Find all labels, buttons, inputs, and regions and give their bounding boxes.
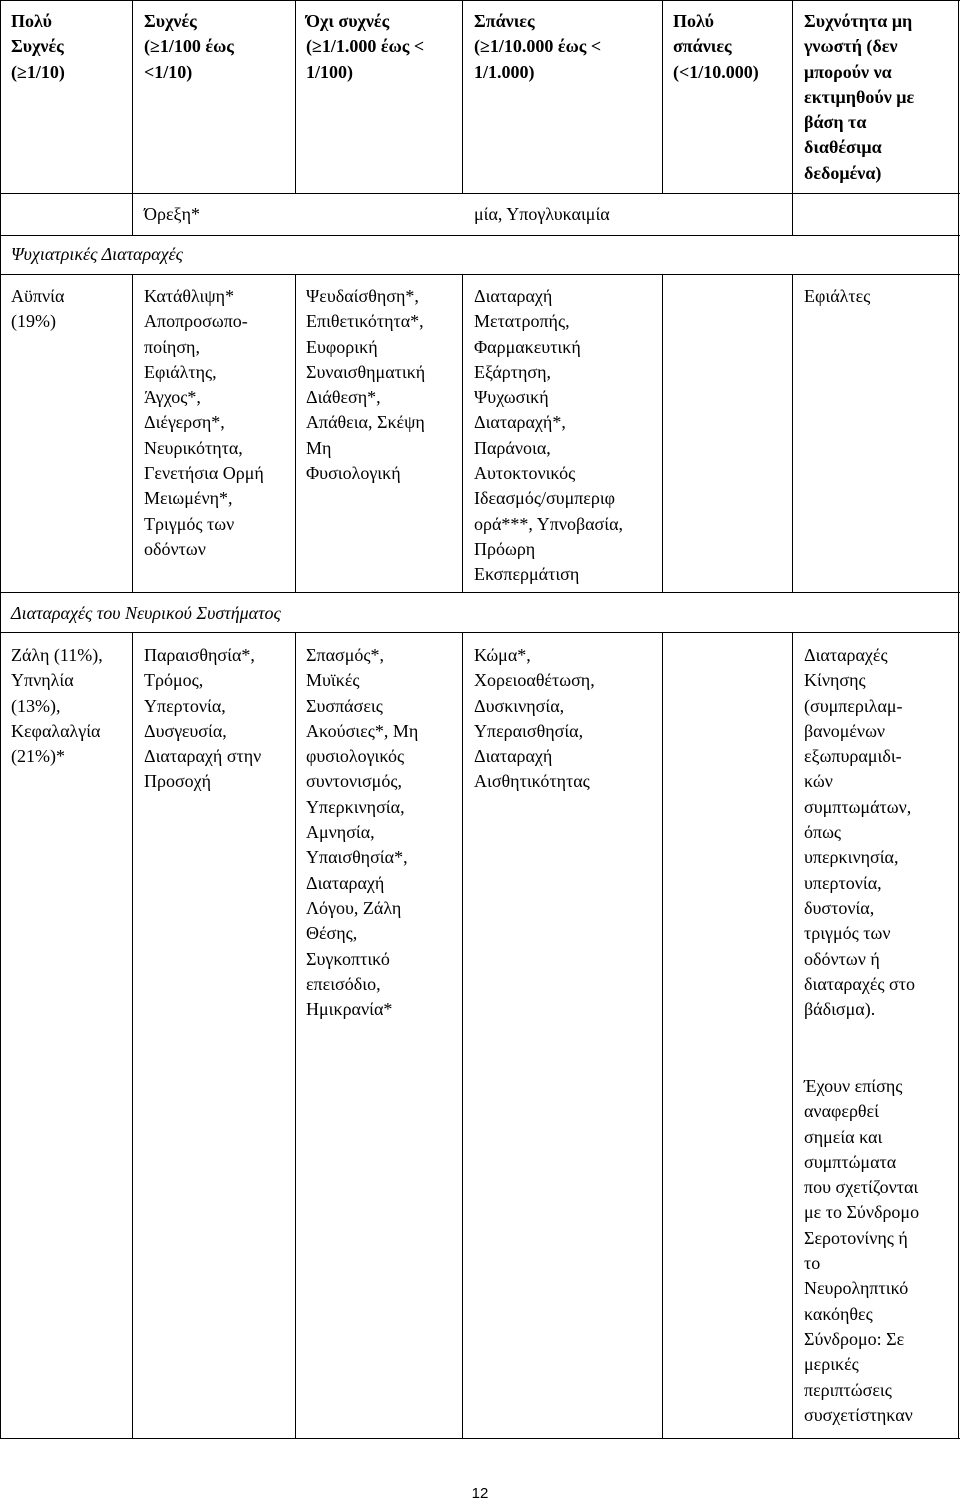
col-divider-1 (132, 274, 133, 593)
col-divider-4 (662, 632, 663, 1439)
header-very-common: Πολύ Συχνές (≥1/10) (11, 11, 65, 82)
col-divider-2 (295, 0, 296, 194)
col-divider-5 (792, 632, 793, 1439)
col-divider-1 (132, 632, 133, 1439)
hypoglycaemia-cell: μία, Υπογλυκαιμία (474, 204, 610, 224)
header-uncommon: Όχι συχνές (≥1/1.000 έως < 1/100) (306, 11, 425, 82)
metabolism-row-bottom-border (0, 235, 960, 236)
psychiatric-very-common-cell: Αϋπνία (19%) (11, 286, 65, 332)
col-divider-5 (792, 274, 793, 593)
header-frequency-unknown: Συχνότητα μη γνωστή (δεν μπορούν να εκτιμηθούν με βάση τα διαθέσιμα δεδομένα) (804, 11, 915, 183)
nervous-uncommon-cell: Σπασμός*, Μυϊκές Συσπάσεις Ακούσιες*, Μη φυσιολογικός συντονισμός, Υπερκινησία, Αμνησία, Υπαισθησία*, Διαταραχή Λόγου, Ζάλη Θέσης, Συγκοπτικό επεισόδιο, Ημικρανία* (306, 645, 419, 1020)
psychiatric-section-bottom-border (0, 274, 960, 275)
header-bottom-border (0, 193, 960, 194)
nervous-common-cell: Παραισθησία*, Τρόμος, Υπερτονία, Δυσγευσία, Διαταραχή στην Προσοχή (144, 645, 262, 792)
section-psychiatric-disorders: Ψυχιατρικές Διαταραχές (11, 244, 183, 264)
col-divider-5 (792, 0, 793, 236)
psychiatric-uncommon-cell: Ψευδαίσθηση*, Επιθετικότητα*, Ευφορική Συναισθηματική Διάθεση*, Απάθεια, Σκέψη Μη Φυσιολογική (306, 286, 426, 484)
nervous-very-common-cell: Ζάλη (11%), Υπνηλία (13%), Κεφαλαλγία (21%)* (11, 645, 103, 767)
nervous-rare-cell: Κώμα*, Χορειοαθέτωση, Δυσκινησία, Υπεραισθησία, Διαταραχή Αισθητικότητας (474, 645, 595, 792)
psychiatric-row-bottom-border (0, 592, 960, 593)
page-number: 12 (471, 1485, 489, 1502)
header-rare: Σπάνιες (≥1/10.000 έως < 1/1.000) (474, 11, 602, 82)
header-common: Συχνές (≥1/100 έως <1/10) (144, 11, 234, 82)
table-left-border (0, 0, 1, 1439)
table-top-border (0, 0, 960, 1)
psychiatric-unknown-cell: Εφιάλτες (804, 286, 871, 306)
psychiatric-rare-cell: Διαταραχή Μετατροπής, Φαρμακευτική Εξάρτηση, Ψυχωσική Διαταραχή*, Παράνοια, Αυτοκτονικός Ιδεασμός/συμπεριφ ορά***, Υπνοβασία, Πρόωρη Εκσπερμάτιση (474, 286, 624, 585)
col-divider-3 (462, 274, 463, 593)
col-divider-1 (132, 0, 133, 236)
section-nervous-system-disorders: Διαταραχές του Νευρικού Συστήματος (11, 603, 281, 623)
col-divider-2 (295, 632, 296, 1439)
nervous-unknown-movement-cell: Διαταραχές Κίνησης (συμπεριλαμ- βανομένων εξωπυραμιδι- κών συμπτωμάτων, όπως υπερκινησία, υπερτονία, δυστονία, τριγμός των οδόντων ή διαταραχές στο βάδισμα). (804, 645, 915, 1020)
table-bottom-border (0, 1438, 960, 1439)
table-right-border (958, 0, 959, 1439)
nervous-section-bottom-border (0, 632, 960, 633)
col-divider-4 (662, 274, 663, 593)
col-divider-3 (462, 632, 463, 1439)
header-very-rare: Πολύ σπάνιες (<1/10.000) (673, 11, 759, 82)
psychiatric-common-cell: Κατάθλιψη* Αποπροσωπο- ποίηση, Εφιάλτης, Άγχος*, Διέγερση*, Νευρικότητα, Γενετήσια Ορμή Μειωμένη*, Τριγμός των οδόντων (144, 286, 264, 559)
col-divider-2 (295, 274, 296, 593)
col-divider-4 (662, 0, 663, 194)
nervous-unknown-serotonin-cell: Έχουν επίσης αναφερθεί σημεία και συμπτώματα που σχετίζονται με το Σύνδρομο Σεροτονίνης ή το Νευροληπτικό κακόηθες Σύνδρομο: Σε μερικές περιπτώσεις συσχετίστηκαν (804, 1076, 920, 1425)
appetite-cell: Όρεξη* (144, 204, 200, 224)
col-divider-3 (462, 0, 463, 194)
